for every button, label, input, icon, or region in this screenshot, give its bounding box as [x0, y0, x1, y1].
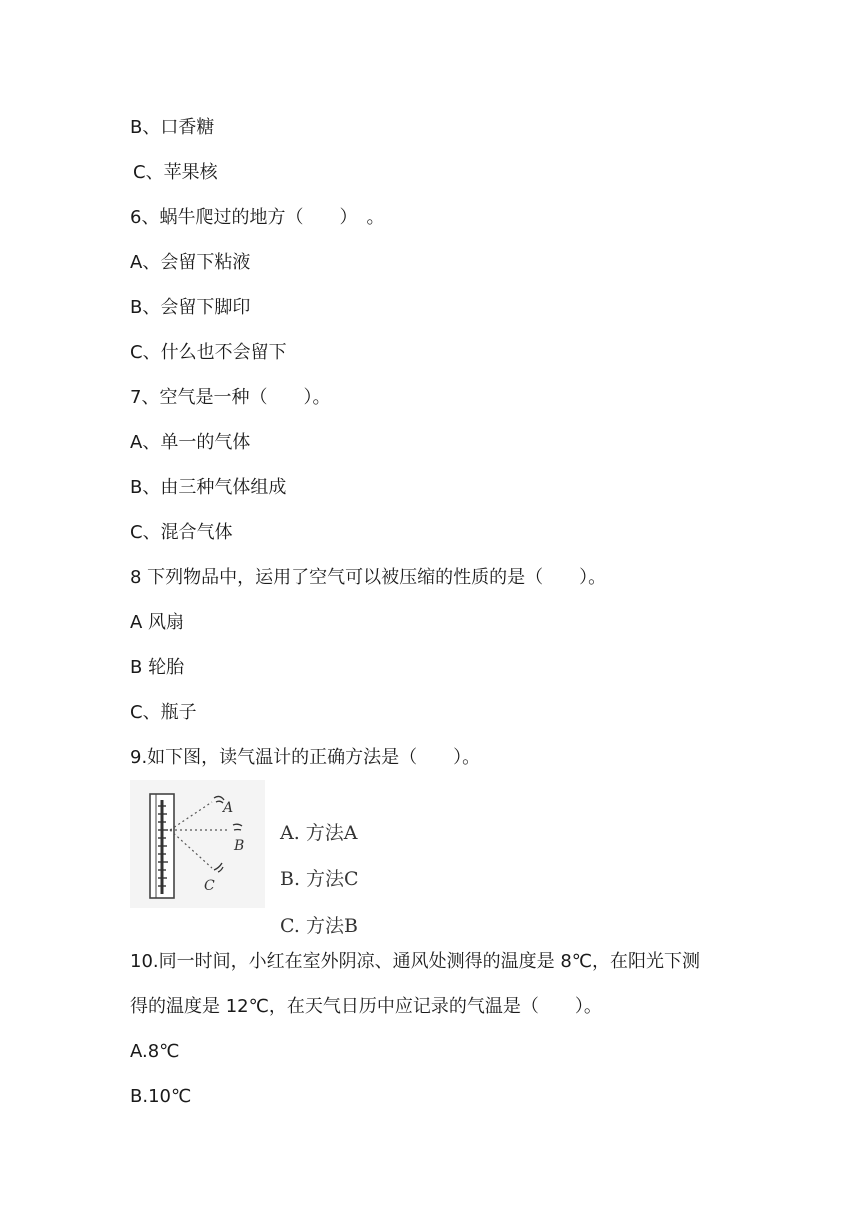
option-line: B、由三种气体组成	[130, 477, 287, 498]
eye-label-a: A	[223, 800, 234, 816]
option-line: A 风扇	[130, 612, 185, 633]
option-line: A.8℃	[130, 1041, 180, 1062]
question-line: 得的温度是 12℃，在天气日历中应记录的气温是（ ）。	[130, 996, 602, 1017]
thermometer-diagram	[130, 780, 270, 910]
eye-label-c: C	[204, 878, 215, 894]
question-line: 7、空气是一种（ ）。	[130, 387, 331, 408]
option-line: C、瓶子	[130, 702, 197, 723]
eye-label-b: B	[234, 838, 245, 854]
thermometer-figure	[130, 780, 390, 940]
question-line: 9.如下图，读气温计的正确方法是（ ）。	[130, 747, 481, 768]
option-line: A、会留下粘液	[130, 252, 251, 273]
option-line: A、单一的气体	[130, 432, 251, 453]
option-line: B.10℃	[130, 1086, 192, 1107]
figure-option-c: C. 方法B	[280, 915, 358, 937]
option-line: B、会留下脚印	[130, 297, 251, 318]
figure-option-b: B. 方法C	[280, 868, 359, 890]
option-line: B、口香糖	[130, 117, 215, 138]
option-line: C、苹果核	[133, 162, 218, 183]
question-line: 8 下列物品中，运用了空气可以被压缩的性质的是（ ）。	[130, 567, 607, 588]
figure-option-a: A. 方法A	[280, 822, 358, 844]
option-line: C、什么也不会留下	[130, 342, 287, 363]
question-line: 10.同一时间，小红在室外阴凉、通风处测得的温度是 8℃，在阳光下测	[130, 951, 701, 972]
option-line: C、混合气体	[130, 522, 233, 543]
question-line: 6、蜗牛爬过的地方（ ） 。	[130, 207, 385, 228]
option-line: B 轮胎	[130, 657, 185, 678]
